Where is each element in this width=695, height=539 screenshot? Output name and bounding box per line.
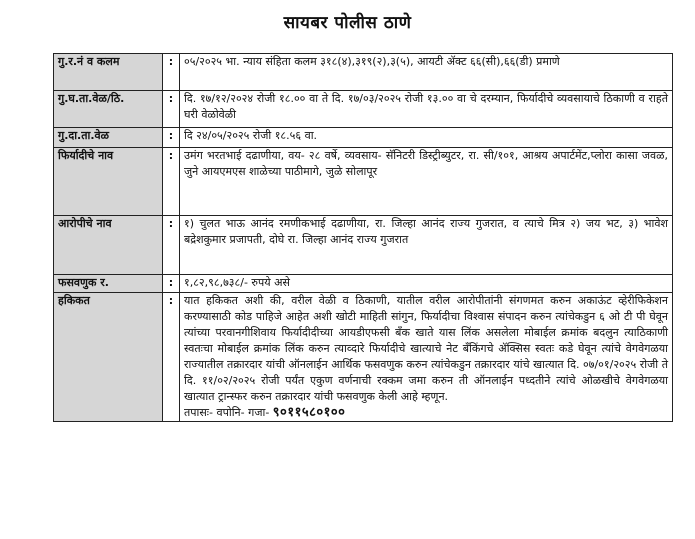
table-row-incident-time [54, 91, 673, 128]
accused-value: १) चुलत भाऊ आनंद रमणीकभाई दढाणीया, रा. जिल्हा आनंद राज्य गुजरात, व त्याचे मित्र २) जय भट, ३) भावेश बद्रेशकुमार प्रजापती, दोघे रा. जिल्हा आनंद राज्य गुजरात [180, 216, 673, 275]
incident-time-label: गु.घ.ता.वेळ/ठि. [54, 91, 163, 128]
filed-time-value: दि २४/०५/२०२५ रोजी १८.५६ वा. [180, 128, 673, 148]
table-row-complainant [54, 148, 673, 216]
fraud-amount-label: फसवणुक र. [54, 275, 163, 293]
row-colon: : [163, 91, 180, 128]
case-number-label: गु.र.नं व कलम [54, 54, 163, 91]
table-row-filed-time [54, 128, 673, 148]
row-colon: : [163, 128, 180, 148]
complainant-value: उमंग भरतभाई दढाणीया, वय- २८ वर्षे, व्यवसाय- सॅनिटरी डिस्ट्रीब्युटर, रा. सी/१०१, आश्रय अपार्टमेंट,प्लोरा कासा जवळ, जुने आयएमएस शाळेच्या पाठीमागे, जुळे सोलापूर [180, 148, 673, 216]
row-colon: : [163, 216, 180, 275]
case-details-table [53, 53, 673, 422]
row-colon: : [163, 148, 180, 216]
page-title: सायबर पोलीस ठाणे [283, 13, 412, 33]
case-number-value: ०५/२०२५ भा. न्याय संहिता कलम ३१८(४),३१९(२),३(५), आयटी ॲक्ट ६६(सी),६६(डी) प्रमाणे [180, 54, 673, 91]
row-colon: : [163, 293, 180, 422]
table-row-accused [54, 216, 673, 275]
incident-time-value: दि. १७/१२/२०२४ रोजी १८.०० वा ते दि. १७/०३/२०२५ रोजी १३.०० वा चे दरम्यान, फिर्यादीचे व्यवसायाचे ठिकाणी व राहते घरी वेळोवेळी [180, 91, 673, 128]
row-colon: : [163, 54, 180, 91]
table-row-fraud-amount [54, 275, 673, 293]
statement-text: यात हकिकत अशी की, वरील वेळी व ठिकाणी, यातील वरील आरोपीतांनी संगणमत करुन अकाऊंट व्हेरीफिकेशन करण्यासाठी कोड पाहिजे आहेत अशी खोटी माहिती सांगुन, फिर्यादीचा विश्वास संपादन करुन त्यांचेकडुन ६ ओ टी पी घेवून त्यांच्या परवानगीशिवाय फिर्यादीदीच्या आयडीएफसी बँक खाते यास लिंक असलेला मोबाईल क्रमांक बदलुन त्याठिकाणी स्वतःचा मोबाईल क्रमांक लिंक करुन त्याव्दारे फिर्यादीचे खात्याचे नेट बँकिंगचे ॲक्सिस स्वतः कडे घेवून त्यांचे वेगवेगळया राज्यातील तक्रारदार यांची ऑनलाईन आर्थिक फसवणुक करुन त्यांचेकडुन तक्रारदार यांचे खात्यात दि. ०७/०१/२०२५ रोजी ते दि. ११/०२/२०२५ रोजी पर्यंत एकुण वर्णनाची रक्कम जमा करुन ती ऑनलाईन पध्दतीने त्यांचे ओळखीचे वेगवेगळया खात्यात ट्रान्स्फर करुन तक्रारदार यांची फसवणुक केली आहे म्हणून. [184, 294, 668, 403]
statement-label: हकिकत [54, 293, 163, 422]
investigation-label: तपासः- वपोनि- गजा- [184, 406, 270, 419]
table-row-case-number [54, 54, 673, 91]
investigation-code: ९०११५८०१०० [272, 405, 346, 420]
complainant-label: फिर्यादीचे नाव [54, 148, 163, 216]
accused-label: आरोपीचे नाव [54, 216, 163, 275]
table-row-statement [54, 293, 673, 422]
statement-cell [180, 293, 673, 422]
row-colon: : [163, 275, 180, 293]
fraud-amount-value: १,८२,९८,७३८/- रुपये असे [180, 275, 673, 293]
filed-time-label: गु.दा.ता.वेळ [54, 128, 163, 148]
